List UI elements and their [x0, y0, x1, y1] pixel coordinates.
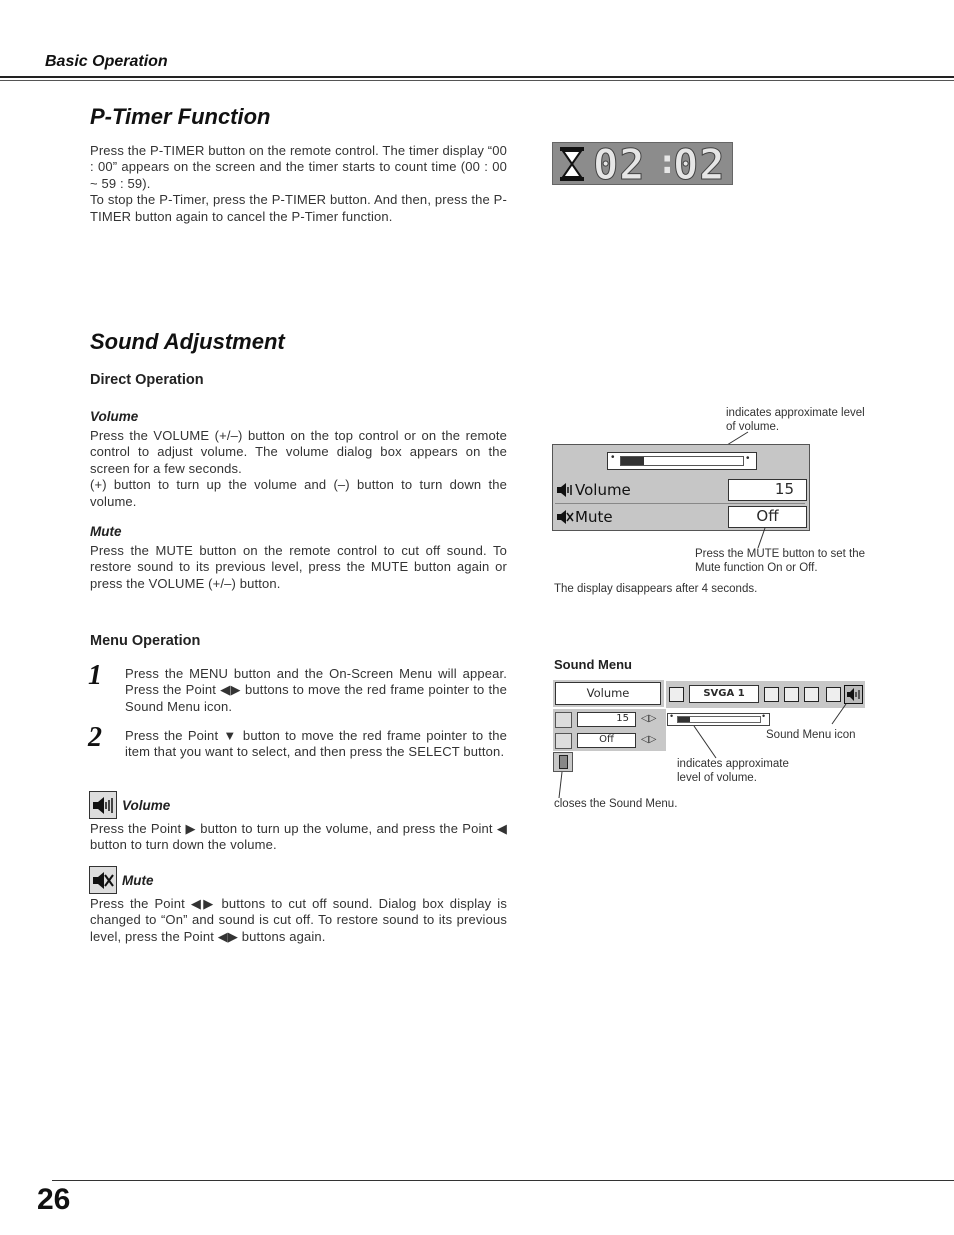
ptimer-para-2: To stop the P-Timer, press the P-TIMER button. And then, press the P-TIMER button again to cancel the P-Timer function.: [90, 192, 507, 224]
direct-mute-para: Press the MUTE button on the remote control to cut off sound. To restore sound to its previous level, press the MUTE button again or press the VOLUME (+/–) button.: [90, 543, 507, 591]
volume-min-dot: •: [611, 452, 615, 463]
dialog-mute-label: Mute: [575, 508, 613, 526]
quit-button[interactable]: [553, 752, 573, 772]
input-select-icon[interactable]: [669, 687, 684, 702]
sound-menu-title-box: Volume: [555, 682, 661, 705]
menu-mute-heading: Mute: [122, 873, 154, 888]
timer-separator: :: [657, 142, 678, 182]
speaker-icon: [93, 797, 113, 813]
sound-menu-title-panel: [553, 680, 664, 707]
setting-icon[interactable]: [804, 687, 819, 702]
direct-mute-heading: Mute: [90, 524, 122, 539]
step-1-number: 1: [88, 660, 102, 691]
menu-mute-item-icon[interactable]: [555, 733, 572, 749]
dialog-divider: [555, 503, 805, 504]
ptimer-display: [552, 140, 733, 189]
header-rule: [0, 76, 954, 78]
timer-digits-left: 02: [593, 140, 646, 189]
mute-icon: [93, 872, 113, 888]
callout-line-menu-icon: [826, 700, 856, 728]
sound-menu-callout-icon: Sound Menu icon: [766, 729, 856, 741]
direct-operation-heading: Direct Operation: [90, 372, 204, 388]
sound-menu-callout-level: indicates approximate level of volume.: [677, 758, 789, 784]
sound-menu-items: [553, 709, 666, 751]
menu-mute-para: Press the Point ◀▶ buttons to cut off sound. Dialog box display is changed to “On” and sound is cut off. To restore sound to its previous level, press the Point ◀▶ buttons again.: [90, 896, 507, 944]
menu-volume-icon-box: [89, 791, 117, 819]
menu-volume-para: Press the Point ▶ button to turn up the volume, and press the Point ◀ button to turn down the volume.: [90, 821, 507, 853]
sound-menu-mute-value: Off: [577, 733, 636, 748]
volume-dialog: [552, 444, 810, 531]
volume-max-icon: •: [746, 453, 750, 464]
mute-icon: [557, 510, 573, 524]
hourglass-icon: [559, 147, 585, 181]
menu-volume-heading: Volume: [122, 798, 171, 813]
dialog-volume-label: Volume: [575, 481, 631, 499]
ptimer-para-1: Press the P-TIMER button on the remote control. The timer display “00 : 00” appears on the screen and the timer starts to count time (00 : 00 ~ 59 : 59).: [90, 143, 507, 191]
direct-volume-para-1: Press the VOLUME (+/–) button on the top control or on the remote control to adjust volume. The volume dialog box appears on the screen for a few seconds.: [90, 428, 507, 476]
level-min-dot: •: [670, 711, 674, 721]
image-adjust-icon[interactable]: [764, 687, 779, 702]
volume-level-bar: [607, 452, 757, 470]
direct-volume-heading: Volume: [90, 409, 139, 424]
header-rule-thin: [0, 80, 954, 81]
direct-volume-text: [90, 428, 507, 510]
menu-mute-icon-box: [89, 866, 117, 894]
volume-level-track: [620, 456, 744, 466]
dialog-callout-mute: Press the MUTE button to set the Mute function On or Off.: [695, 548, 866, 574]
dialog-callout-level: indicates approximate level of volume.: [726, 407, 865, 433]
direct-volume-para-2: (+) button to turn up the volume and (–) button to turn down the volume.: [90, 477, 507, 509]
step-2-text: Press the Point ▼ button to move the red frame pointer to the item that you want to select, and then press the SELECT button.: [125, 728, 507, 760]
menu-operation-heading: Menu Operation: [90, 633, 201, 649]
ptimer-text: [90, 143, 507, 225]
menu-volume-item-icon[interactable]: [555, 712, 572, 728]
mute-arrows[interactable]: ◁▷: [641, 734, 657, 745]
sound-menu-label: Sound Menu: [554, 657, 632, 672]
sound-menu-callout-close: closes the Sound Menu.: [554, 798, 678, 810]
dialog-volume-value: 15: [728, 479, 807, 501]
timer-digits-right: 02: [673, 140, 726, 189]
sound-title: Sound Adjustment: [90, 329, 285, 354]
page-number: 26: [37, 1183, 71, 1216]
level-max-dot: •: [762, 711, 766, 721]
volume-arrows[interactable]: ◁▷: [641, 713, 657, 724]
dialog-mute-value: Off: [728, 506, 807, 528]
step-1-text: Press the MENU button and the On-Screen Menu will appear. Press the Point ◀▶ buttons to move the red frame pointer to the Sound Menu icon.: [125, 666, 507, 714]
speaker-icon: [557, 483, 573, 497]
screen-icon[interactable]: [784, 687, 799, 702]
footer-rule: [52, 1180, 954, 1181]
callout-line-menu-level: [680, 704, 730, 759]
sound-menu-source: SVGA 1: [689, 685, 759, 703]
dialog-note: The display disappears after 4 seconds.: [554, 583, 758, 595]
callout-line-close: [555, 770, 567, 800]
step-2-number: 2: [88, 722, 102, 753]
section-header: Basic Operation: [45, 53, 168, 70]
ptimer-title: P-Timer Function: [90, 104, 271, 129]
sound-menu-volume-value: 15: [577, 712, 636, 727]
door-icon: [559, 755, 568, 769]
